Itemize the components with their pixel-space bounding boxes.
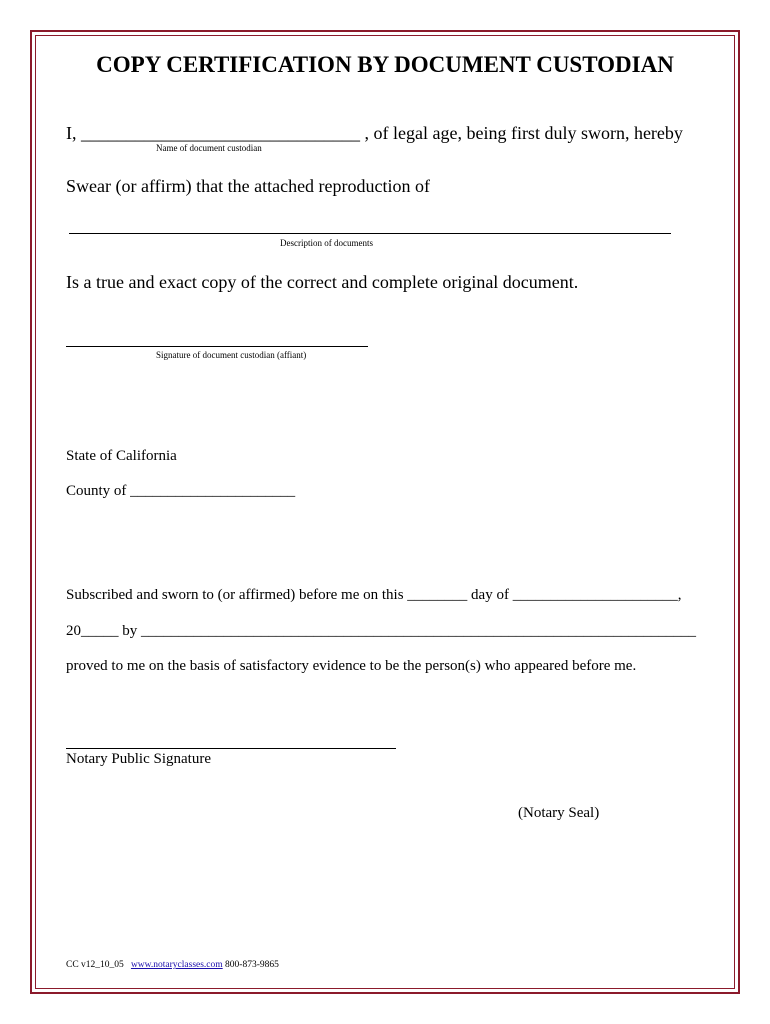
description-caption: Description of documents [280, 238, 373, 248]
custodian-prefix: I, [66, 123, 77, 143]
document-title: COPY CERTIFICATION BY DOCUMENT CUSTODIAN [96, 52, 674, 77]
affiant-signature-caption: Signature of document custodian (affiant) [156, 350, 307, 360]
footer [66, 960, 279, 970]
venue-state: State of California [66, 448, 177, 464]
affiant-signature-blank[interactable] [66, 346, 368, 347]
custodian-line [66, 123, 683, 144]
description-blank[interactable] [69, 233, 671, 234]
swear-statement: Swear (or affirm) that the attached reproduction of [66, 176, 431, 196]
true-copy-statement: Is a true and exact copy of the correct and complete original document. [66, 272, 579, 292]
venue-county: County of ______________________ [66, 483, 296, 499]
custodian-name-caption: Name of document custodian [156, 143, 262, 153]
footer-phone: 800-873-9865 [225, 960, 279, 970]
jurat-sworn-line: Subscribed and sworn to (or affirmed) before me on this ________ day of ______________________, [66, 587, 682, 603]
jurat-year-by-line: 20_____ by __________________________________________________________________________ [66, 623, 696, 639]
custodian-suffix: , of legal age, being first duly sworn, hereby [364, 123, 683, 143]
custodian-name-blank[interactable]: _______________________________ [81, 123, 360, 143]
notary-seal-label: (Notary Seal) [518, 805, 600, 821]
footer-website-link[interactable]: www.notaryclasses.com [130, 960, 223, 970]
footer-version: CC v12_10_05 [66, 960, 124, 970]
notary-signature-blank[interactable] [66, 748, 396, 749]
notary-signature-label: Notary Public Signature [66, 751, 211, 767]
jurat-proved-line: proved to me on the basis of satisfactory evidence to be the person(s) who appeared before me. [66, 658, 637, 674]
